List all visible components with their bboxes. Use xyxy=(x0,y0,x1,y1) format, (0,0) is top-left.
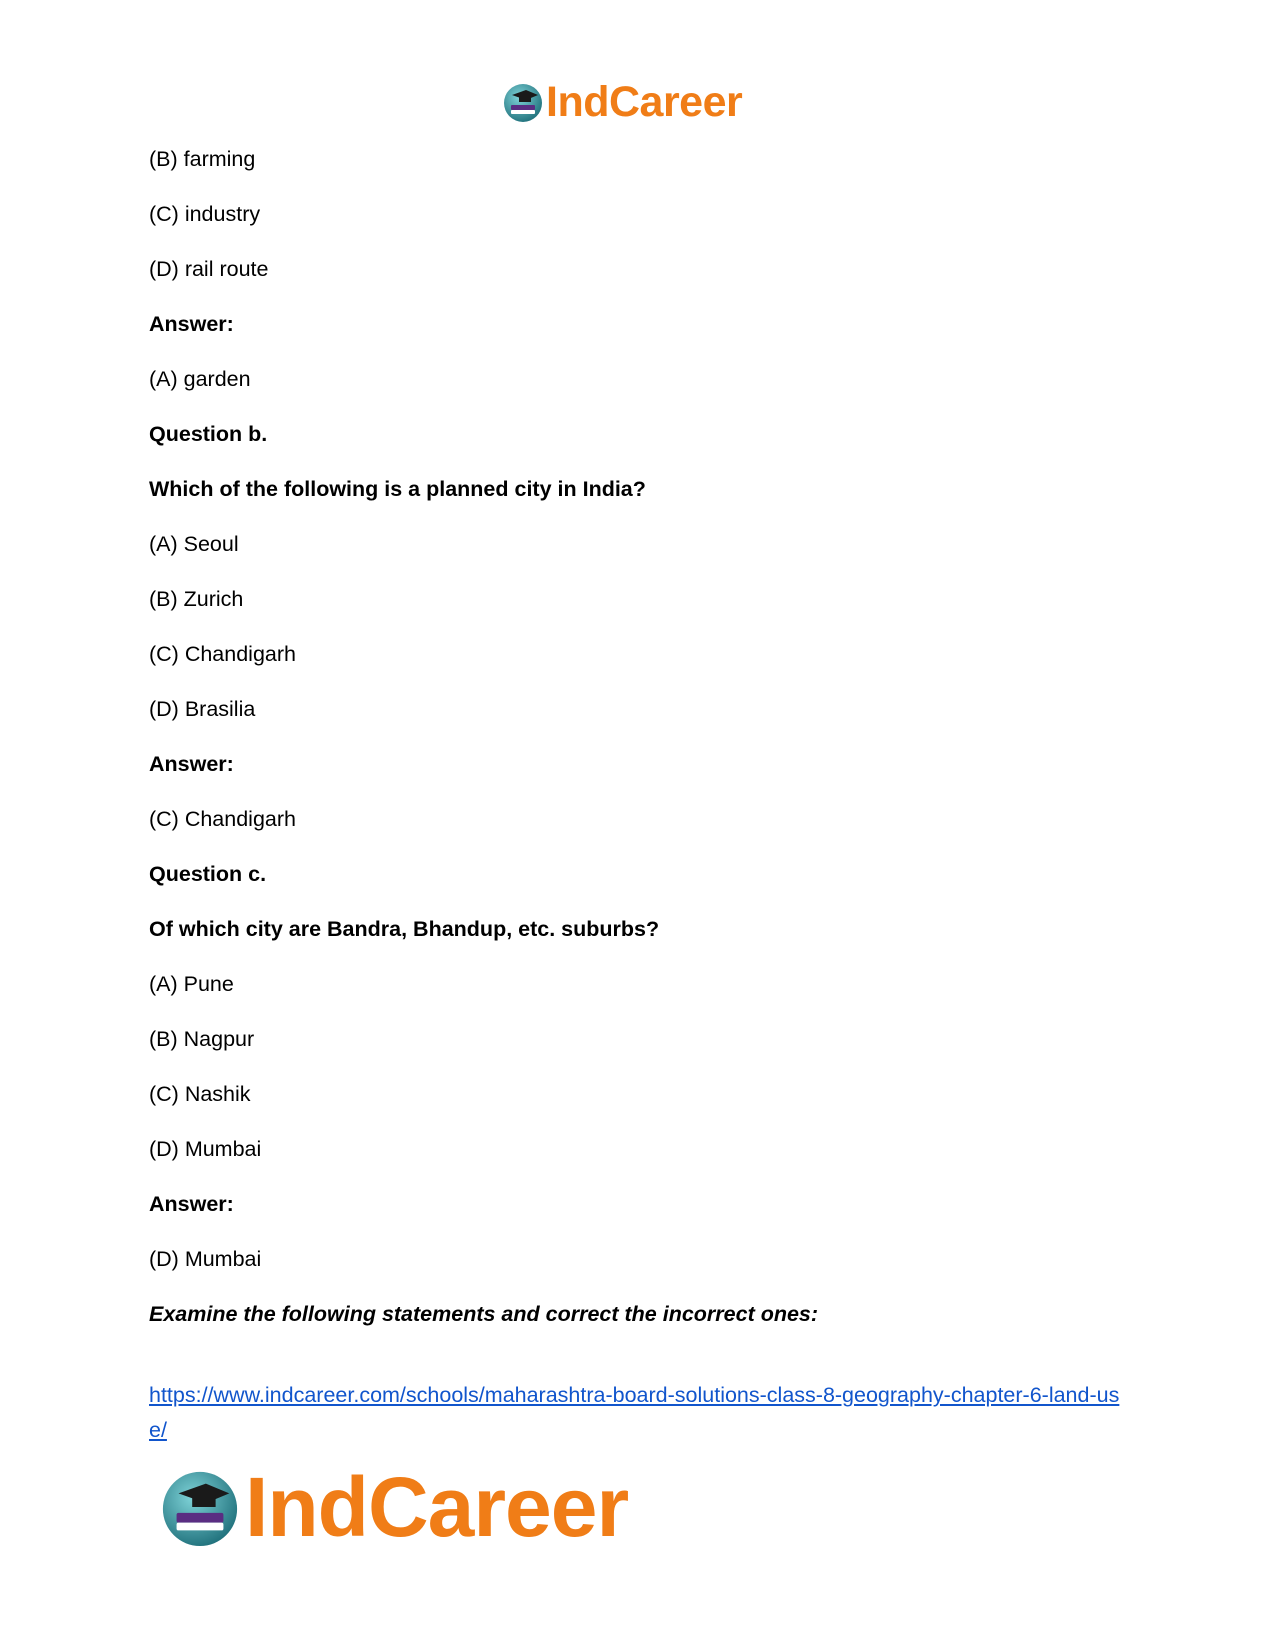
source-link[interactable]: https://www.indcareer.com/schools/maharashtra-board-solutions-class-8-geography-chapter-6-land-use/ xyxy=(149,1383,1120,1442)
globe-book-icon xyxy=(502,81,544,123)
option-line: (B) Nagpur xyxy=(149,1027,255,1051)
option-line: (D) rail route xyxy=(149,257,269,281)
brand-name: IndCareer xyxy=(245,1460,629,1554)
option-line: (A) Pune xyxy=(149,972,234,996)
answer-label: Answer: xyxy=(149,752,234,776)
brand-name: IndCareer xyxy=(546,77,743,126)
question-heading: Question c. xyxy=(149,862,267,886)
option-line: (A) Seoul xyxy=(149,532,239,556)
answer-value: (D) Mumbai xyxy=(149,1247,262,1271)
answer-value: (A) garden xyxy=(149,367,251,391)
option-line: (C) Chandigarh xyxy=(149,642,296,666)
document-body xyxy=(149,146,1129,1356)
globe-book-icon xyxy=(159,1466,241,1548)
answer-label: Answer: xyxy=(149,312,234,336)
header-logo xyxy=(502,77,743,126)
option-line: (C) industry xyxy=(149,202,261,226)
option-line: (B) Zurich xyxy=(149,587,244,611)
option-line: (B) farming xyxy=(149,147,256,171)
question-text: Which of the following is a planned city in India? xyxy=(149,477,646,501)
question-text: Of which city are Bandra, Bhandup, etc. suburbs? xyxy=(149,917,660,941)
footer-logo xyxy=(159,1460,629,1554)
option-line: (D) Brasilia xyxy=(149,697,256,721)
question-heading: Question b. xyxy=(149,422,268,446)
answer-label: Answer: xyxy=(149,1192,234,1216)
section-heading: Examine the following statements and correct the incorrect ones: xyxy=(149,1302,819,1326)
option-line: (C) Nashik xyxy=(149,1082,251,1106)
footer-link-block xyxy=(149,1378,1129,1448)
option-line: (D) Mumbai xyxy=(149,1137,262,1161)
answer-value: (C) Chandigarh xyxy=(149,807,296,831)
